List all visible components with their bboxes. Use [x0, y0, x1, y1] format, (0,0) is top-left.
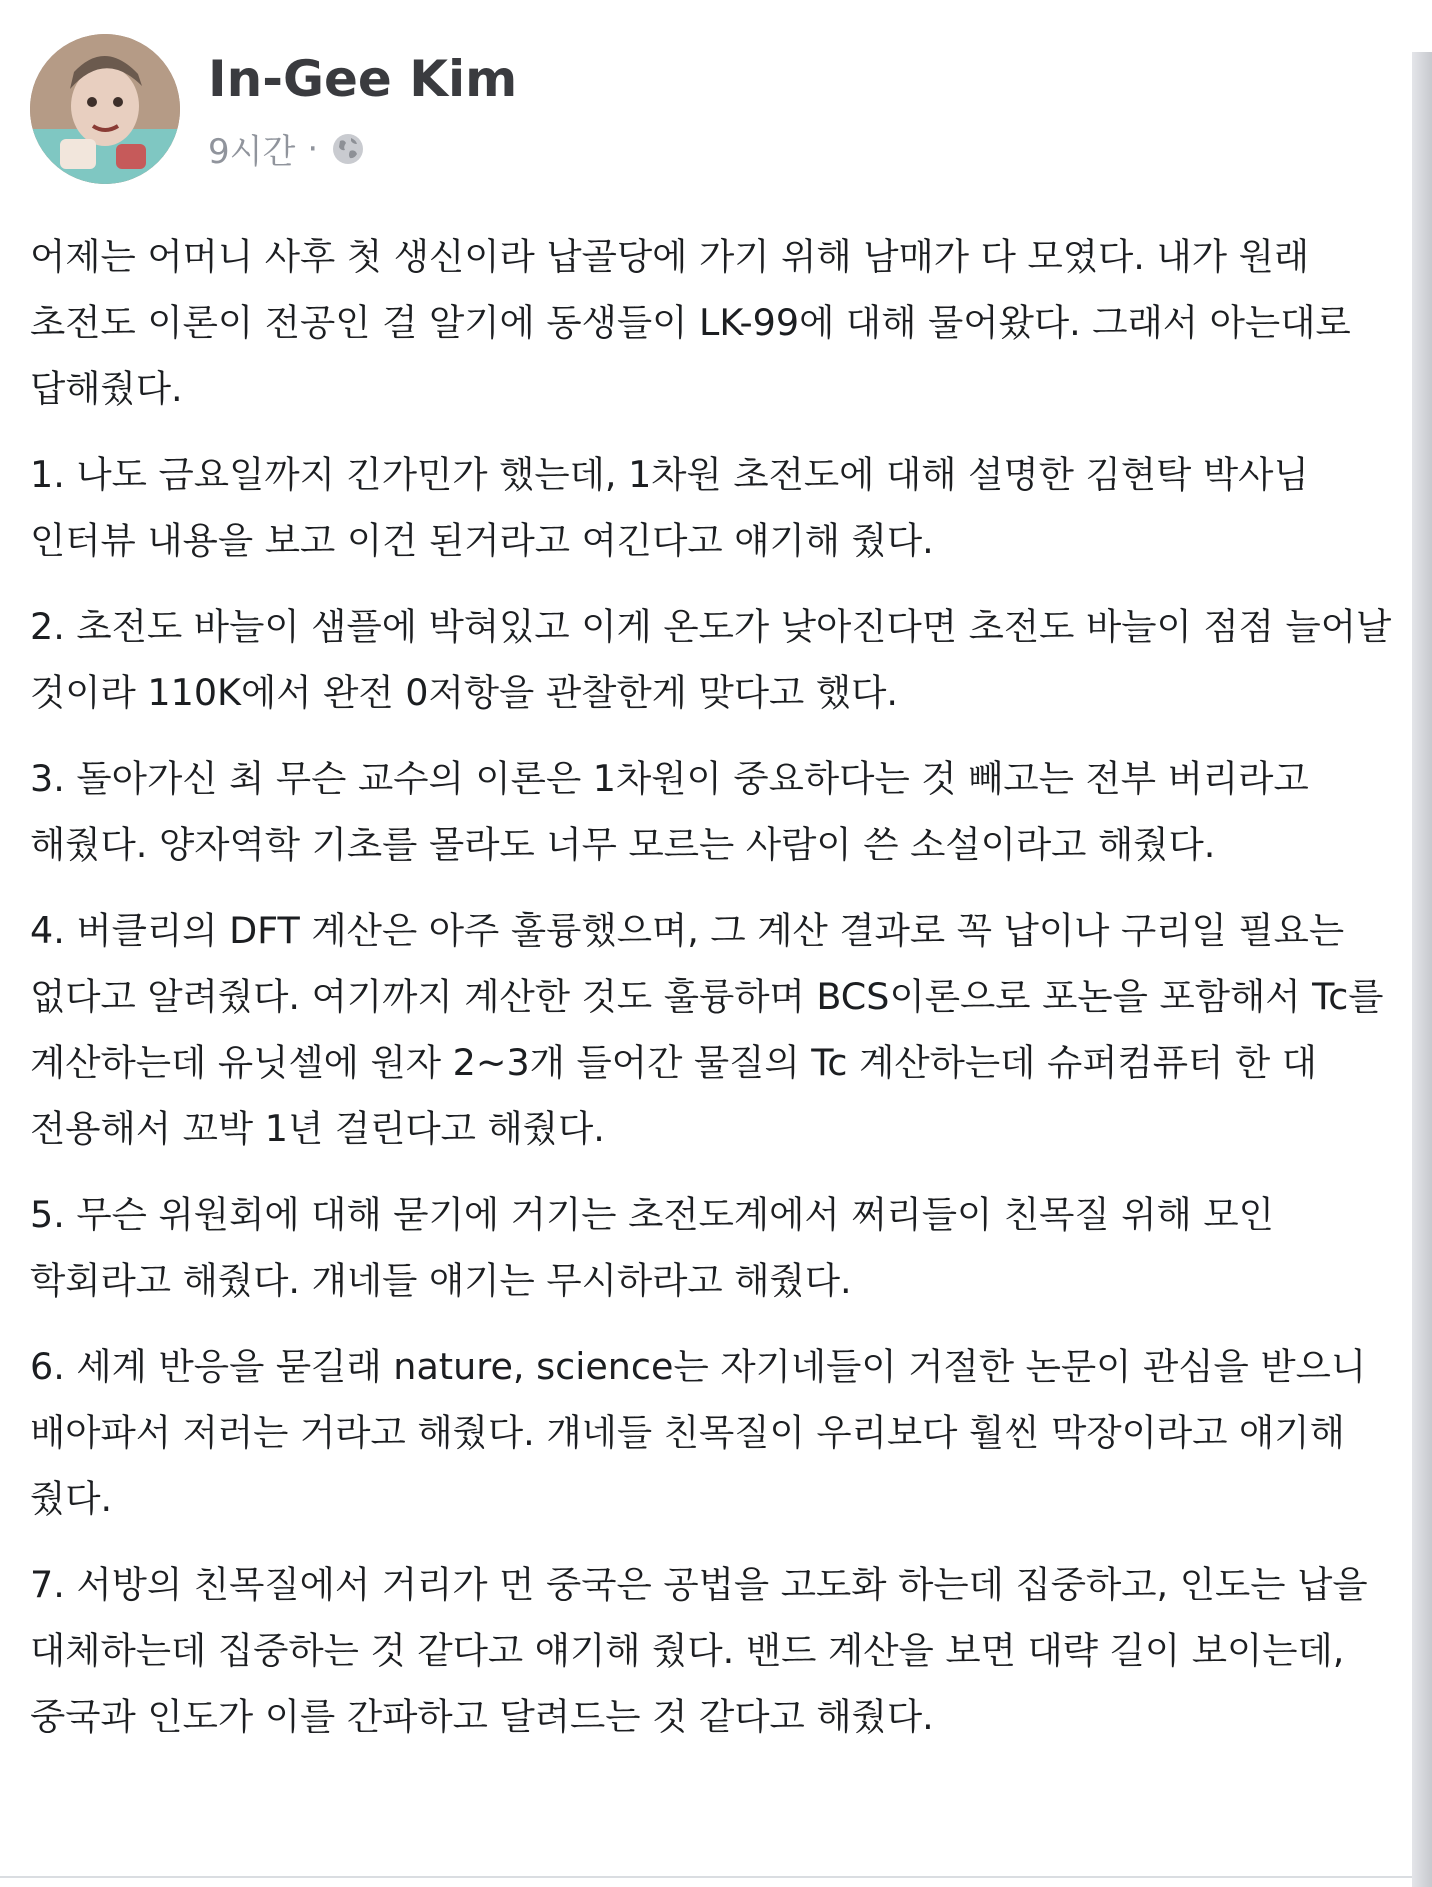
post-time[interactable]: 9시간 — [208, 132, 296, 172]
globe-icon[interactable] — [330, 131, 366, 167]
post-paragraph: 7. 서방의 친목질에서 거리가 먼 중국은 공법을 고도화 하는데 집중하고, 인도는 납을 대체하는데 집중하는 것 같다고 얘기해 줬다. 밴드 계산을 보면 대략 길이 보이는데, 중국과 인도가 이를 간파하고 달려드는 것 같다고 해줬다. — [30, 1563, 1368, 1738]
post-paragraph: 4. 버클리의 DFT 계산은 아주 훌륭했으며, 그 계산 결과로 꼭 납이나 구리일 필요는 없다고 알려줬다. 여기까지 계산한 것도 훌륭하며 BCS이론으로 포논을 포함해서 Tc를 계산하는데 유닛셀에 원자 2~3개 들어간 물질의 Tc 계산하는데 슈퍼컴퓨터 한 대 전용해서 꼬박 1년 걸린다고 해줬다. — [30, 909, 1384, 1150]
page-edge — [1412, 52, 1432, 1887]
post-paragraph: 1. 나도 금요일까지 긴가민가 했는데, 1차원 초전도에 대해 설명한 김현탁 박사님 인터뷰 내용을 보고 이건 된거라고 여긴다고 얘기해 줬다. — [30, 453, 1309, 562]
post-paragraph: 3. 돌아가신 최 무슨 교수의 이론은 1차원이 중요하다는 것 빼고는 전부 버리라고 해줬다. 양자역학 기초를 몰라도 너무 모르는 사람이 쓴 소설이라고 해줬다. — [30, 757, 1309, 866]
avatar-image — [30, 34, 180, 184]
post-body — [30, 224, 1400, 1770]
meta-separator: · — [307, 128, 319, 169]
avatar[interactable] — [30, 34, 180, 184]
post-divider — [0, 1876, 1412, 1878]
post-paragraph: 어제는 어머니 사후 첫 생신이라 납골당에 가기 위해 남매가 다 모였다. 내가 원래 초전도 이론이 전공인 걸 알기에 동생들이 LK-99에 대해 물어왔다. 그래서 아는대로 답해줬다. — [30, 235, 1351, 410]
post-paragraph: 6. 세계 반응을 묻길래 nature, science는 자기네들이 거절한 논문이 관심을 받으니 배아파서 저러는 거라고 해줬다. 걔네들 친목질이 우리보다 훨씬 막장이라고 얘기해 줬다. — [30, 1345, 1367, 1520]
post-paragraph: 2. 초전도 바늘이 샘플에 박혀있고 이게 온도가 낮아진다면 초전도 바늘이 점점 늘어날 것이라 110K에서 완전 0저항을 관찰한게 맞다고 했다. — [30, 605, 1392, 714]
post-paragraph: 5. 무슨 위원회에 대해 묻기에 거기는 초전도계에서 쩌리들이 친목질 위해 모인 학회라고 해줬다. 걔네들 얘기는 무시하라고 해줬다. — [30, 1193, 1274, 1302]
author-name[interactable]: In-Gee Kim — [208, 50, 518, 108]
post-meta — [208, 124, 366, 173]
post-header — [30, 34, 930, 184]
